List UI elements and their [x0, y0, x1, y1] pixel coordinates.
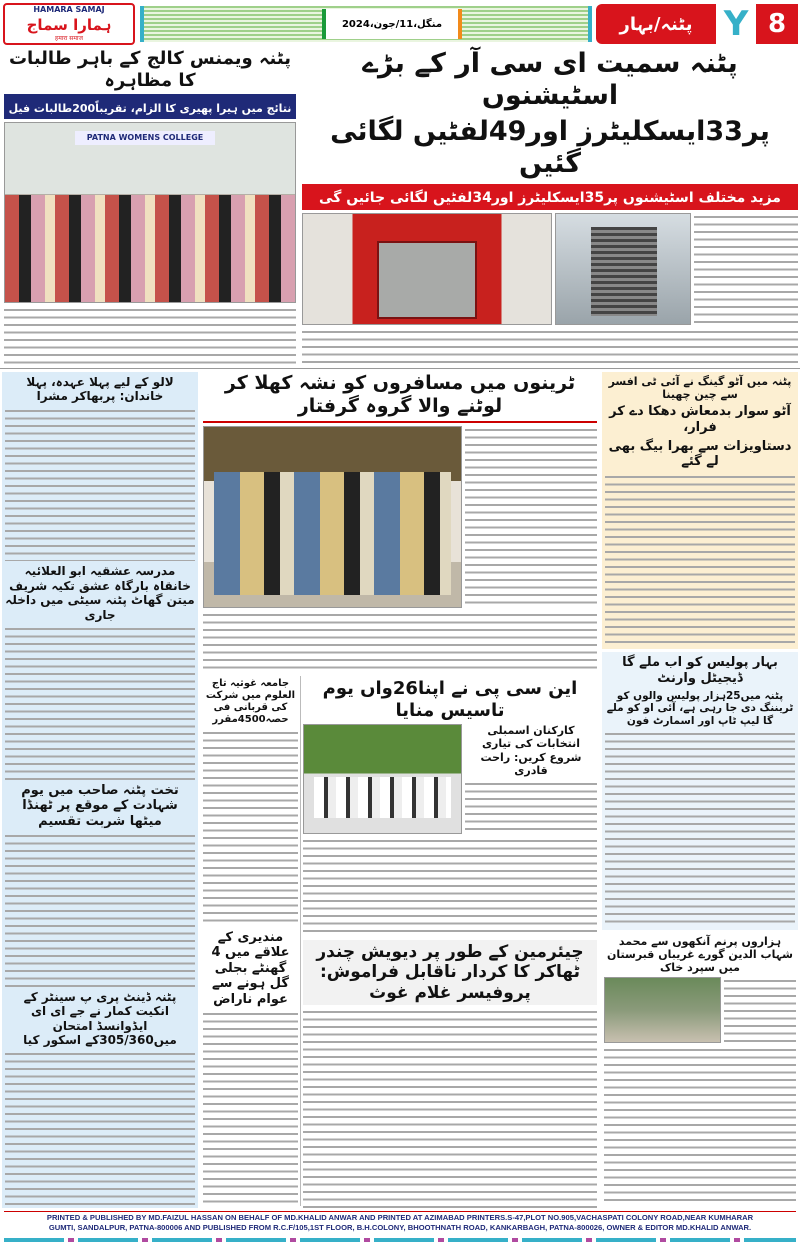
column-rule — [300, 676, 301, 1206]
chairman-body — [303, 1008, 597, 1208]
train-gang-story — [203, 372, 597, 672]
left-column — [2, 372, 198, 1208]
burial-body-side — [724, 977, 796, 1043]
dent-body — [5, 1050, 195, 1205]
police-body — [605, 730, 795, 926]
center-lower — [303, 678, 597, 1208]
burial-headline: ہزاروں پرنم آنکھوں سے محمد شہاب الدین گورے غریباں قبرستان میں سپرد خاک — [607, 934, 793, 975]
lead-subheadline-bar: مزید مختلف اسٹیشنوں پر35ایسکلیٹرز اور34لفٹیں لگائی جائیں گی — [302, 184, 798, 210]
burial-body — [604, 1046, 796, 1206]
section-divider — [0, 368, 800, 369]
protest-photo — [4, 122, 296, 303]
dent-headline: پٹنہ ڈینٹ پری پ سینٹر کے انکیت کمار نے جے ای ای ایڈوانسڈ امتحان میں305/360کے اسکور کیا — [23, 989, 177, 1048]
narrow-column — [203, 678, 298, 1208]
ncp-body-bottom — [303, 837, 597, 937]
lead-headline-1: پٹنہ سمیت ای سی آر کے بڑے اسٹیشنوں — [362, 48, 738, 112]
lalu-body — [5, 407, 195, 562]
auto-gang-box — [602, 372, 798, 649]
police-subheadline: پٹنہ میں25ہزار پولیس والوں کو ٹریننگ دی جا رہی ہے، آئی او کو ملے گا لیپ ٹاپ اور اسمارٹ فون — [606, 689, 794, 727]
right-column — [602, 372, 798, 1208]
madrasa-headline: مدرسہ عشقیہ ابو العلائیہ خانقاہ بارگاہ عشق تکیہ شریف میتن گھاٹ پٹنہ سیٹی میں داخلہ جاری — [5, 564, 195, 622]
lead-headline-2: پر33ایسکلیٹرز اور49لفٹیں لگائی گئیں — [330, 115, 770, 180]
jamia-headline: جامعہ غوثیہ تاج العلوم میں شرکت کی قربانی فی حصہ4500مقرر — [205, 678, 296, 725]
footer-rule — [4, 1211, 796, 1212]
auto-gang-headline-2: دستاویزات سے بھرا بیگ بھی لے گئے — [608, 438, 792, 470]
date-box — [322, 9, 462, 39]
funeral-photo — [604, 977, 721, 1043]
burial-box — [602, 933, 798, 1208]
issue-date: منگل،11/جون،2024 — [341, 18, 443, 30]
womens-college-story — [4, 48, 296, 366]
train-gang-headline: ٹرینوں میں مسافروں کو نشہ کھلا کر لوٹنے والا گروہ گرفتار — [224, 372, 576, 417]
takht-headline: تخت پٹنہ صاحب میں یوم شہادت کے موقع پر ٹھنڈا میٹھا شربت تقسیم — [21, 782, 179, 829]
auto-gang-kicker: پٹنہ میں آٹو گینگ نے آئی ٹی افسر سے چین چھینا — [608, 375, 792, 402]
auto-gang-body — [605, 473, 795, 647]
page-number: 8 — [756, 4, 798, 44]
escalator-photo — [555, 213, 691, 326]
mandiri-headline: مندیری کے علاقے میں 4 گھنٹے بجلی گل ہونے سے عوام ناراض — [211, 929, 290, 1007]
college-sign: PATNA WOMENS COLLEGE — [75, 131, 215, 145]
womens-college-subbar: نتائج میں ہیرا پھیری کا الزام، تقریباً200طالبات فیل — [4, 94, 296, 119]
ncp-subheadline: کارکنان اسمبلی انتخابات کی تیاری شروع کریں: راحت قادری — [480, 724, 582, 777]
imprint-line-2: GUMTI, SANDALPUR, PATNA-800006 AND PUBLISHED FROM R.C.F/105,1ST FLOOR, B.H.COLONY, BHOOTHNATH ROAD, KANKARBAGH, PATNA-800026, OWNER & EDITOR MD.KHALID ANWAR. — [48, 1223, 752, 1232]
lalu-headline: لالو کے لیے پہلا عہدہ، پہلا خاندان: پربھاکر مشرا — [26, 375, 174, 404]
womens-college-body — [4, 306, 296, 366]
lead-body-bottom — [302, 328, 798, 366]
madrasa-body — [5, 625, 195, 780]
chairman-box — [303, 940, 597, 1005]
logo — [3, 3, 135, 45]
train-gang-body-bottom — [203, 611, 597, 672]
train-gang-rule — [203, 421, 597, 423]
chairman-headline: چیئرمین کے طور پر دیویش چندر ٹھاکر کا کردار ناقابل فراموش: پروفیسر غلام غوث — [316, 942, 584, 1003]
lead-story — [302, 48, 798, 366]
masthead — [0, 0, 800, 46]
section-label: پٹنہ/بہار — [596, 4, 716, 44]
arrest-photo — [203, 426, 462, 609]
takht-body — [5, 832, 195, 987]
lead-body-right — [694, 213, 798, 326]
police-box — [602, 652, 798, 929]
imprint-line-1: PRINTED & PUBLISHED BY MD.FAIZUL HASSAN ON BEHALF OF MD.KHALID ANWAR AND PRINTED AT AZIMABAD PRINTERS.S-47,PLOT NO.905,VACHASPATI COLONY ROAD,NEAR KUMHARAR — [46, 1213, 754, 1222]
logo-hindi: हमारा समाज — [55, 35, 83, 42]
footer-decoration — [4, 1238, 796, 1242]
y-divider: Y — [723, 4, 749, 44]
logo-english: HAMARA SAMAJ — [33, 5, 105, 14]
imprint — [0, 1213, 800, 1233]
ncp-headline: این سی پی نے اپنا26واں یوم تاسیس منایا — [322, 678, 578, 721]
womens-college-headline: پٹنہ ویمنس کالج کے باہر طالبات کا مظاہرہ — [8, 48, 292, 91]
train-gang-body-right — [465, 426, 597, 609]
ncp-body-right — [465, 780, 597, 834]
ncp-photo — [303, 724, 462, 834]
mandiri-body — [203, 1010, 298, 1208]
jamia-body — [203, 729, 298, 927]
police-headline: بہار پولیس کو اب ملے گا ڈیجیٹل وارنٹ — [622, 655, 778, 686]
lift-photo — [302, 213, 552, 326]
auto-gang-headline-1: آٹو سوار بدمعاش دھکا دے کر فرار، — [609, 404, 791, 435]
logo-urdu: ہمارا سماج — [26, 16, 112, 34]
